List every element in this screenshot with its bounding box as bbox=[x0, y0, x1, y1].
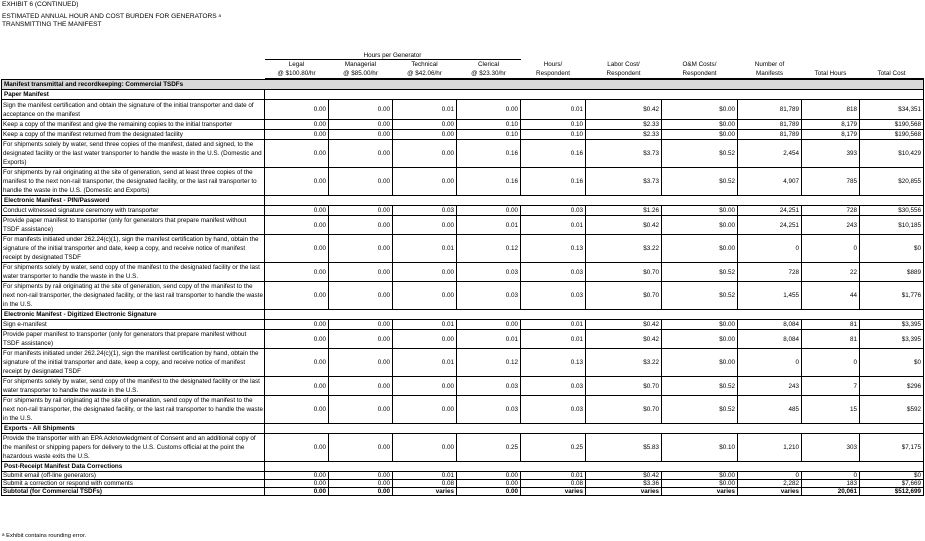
subsection-header-row bbox=[2, 196, 924, 206]
cell-col-10: $20,855 bbox=[860, 168, 924, 196]
row-description: For shipments by rail originating at the site of generation, send copy of the manifest to the next non-rail transporter, the designated facility, or the last rail transporter to handle the waste in the U.S. bbox=[3, 397, 263, 422]
cell-col-9: 8,179 bbox=[802, 120, 860, 130]
cell-col-2: 0.00 bbox=[329, 349, 393, 377]
cell-col-3: 0.00 bbox=[393, 330, 457, 349]
cell-col-7: $0.52 bbox=[662, 168, 738, 196]
cell-col-9: 81 bbox=[802, 330, 860, 349]
cell-col-6: $3.73 bbox=[586, 140, 662, 168]
cell-col-4: 0.00 bbox=[457, 206, 521, 216]
cell-col-6: $0.42 bbox=[586, 330, 662, 349]
cell-col-6: $0.70 bbox=[586, 263, 662, 282]
cell-col-2: 0.00 bbox=[329, 488, 393, 496]
cell-col-10: $889 bbox=[860, 263, 924, 282]
cell-col-10: $0 bbox=[860, 349, 924, 377]
cell-col-3: 0.01 bbox=[393, 100, 457, 120]
cell-col-3: 0.01 bbox=[393, 472, 457, 480]
cell-col-6: varies bbox=[586, 488, 662, 496]
column-header-line2: Total Cost bbox=[877, 70, 906, 77]
cell-col-4: 0.00 bbox=[457, 320, 521, 330]
cell-col-4: 0.03 bbox=[457, 377, 521, 396]
column-header-line2: Respondent bbox=[536, 70, 570, 77]
cell-col-7: $0.00 bbox=[662, 472, 738, 480]
cell-col-8: 4,907 bbox=[738, 168, 802, 196]
cell-col-7: $0.52 bbox=[662, 377, 738, 396]
cell-col-5: 0.16 bbox=[521, 140, 586, 168]
footnote-mark: a bbox=[2, 532, 5, 537]
cell-col-1: 0.00 bbox=[265, 216, 329, 235]
group-header-row bbox=[2, 50, 924, 60]
row-description: For shipments solely by water, send copy of the manifest to the designated facility or the last water transporter to handle the waste in the U.S. bbox=[2, 377, 265, 396]
cell-col-2: 0.00 bbox=[329, 235, 393, 263]
cell-col-8: 0 bbox=[738, 235, 802, 263]
cell-col-7: $0.00 bbox=[662, 320, 738, 330]
cell-col-9: 20,061 bbox=[802, 488, 860, 496]
cell-col-1: 0.00 bbox=[265, 472, 329, 480]
cell-col-5: 0.01 bbox=[521, 472, 586, 480]
cell-col-10: $7,669 bbox=[860, 480, 924, 488]
cell-col-9: 785 bbox=[802, 168, 860, 196]
cell-col-4: 0.00 bbox=[457, 472, 521, 480]
row-description: Keep a copy of the manifest and give the remaining copies to the initial transporter bbox=[2, 120, 265, 130]
cell-col-7: $0.00 bbox=[662, 206, 738, 216]
row-description: Keep a copy of the manifest returned from the designated facility bbox=[2, 130, 265, 140]
cell-col-10: $296 bbox=[860, 377, 924, 396]
cell-col-2: 0.00 bbox=[329, 100, 393, 120]
table-row bbox=[2, 235, 924, 263]
cell-col-1: 0.00 bbox=[265, 282, 329, 310]
subsection-blank bbox=[265, 196, 924, 206]
cell-col-6: $0.70 bbox=[586, 377, 662, 396]
cell-col-3: 0.00 bbox=[393, 377, 457, 396]
cell-col-9: 22 bbox=[802, 263, 860, 282]
cell-col-1: 0.00 bbox=[265, 168, 329, 196]
cell-col-6: $3.36 bbox=[586, 480, 662, 488]
table-row bbox=[2, 216, 924, 235]
cell-col-2: 0.00 bbox=[329, 320, 393, 330]
cell-col-5: 0.10 bbox=[521, 130, 586, 140]
cell-col-6: $0.70 bbox=[586, 282, 662, 310]
cell-col-5: 0.08 bbox=[521, 480, 586, 488]
cell-col-6: $3.22 bbox=[586, 349, 662, 377]
cell-col-10: $190,568 bbox=[860, 130, 924, 140]
cell-col-9: 0 bbox=[802, 235, 860, 263]
subsection-title: Electronic Manifest - PIN/Password bbox=[2, 196, 265, 206]
section-title: Manifest transmittal and recordkeeping: Commercial TSDFs bbox=[2, 79, 924, 90]
cell-col-8: 728 bbox=[738, 263, 802, 282]
cell-col-10: $7,175 bbox=[860, 434, 924, 462]
footnote bbox=[2, 532, 86, 540]
cell-col-3: 0.00 bbox=[393, 140, 457, 168]
cell-col-3: 0.08 bbox=[393, 480, 457, 488]
column-header-7 bbox=[662, 60, 738, 80]
column-header-8 bbox=[738, 60, 802, 80]
cell-col-10: $190,568 bbox=[860, 120, 924, 130]
cell-col-6: $0.42 bbox=[586, 216, 662, 235]
cell-col-6: $0.70 bbox=[586, 396, 662, 424]
cell-col-2: 0.00 bbox=[329, 263, 393, 282]
table-row bbox=[2, 130, 924, 140]
cell-col-3: 0.03 bbox=[393, 206, 457, 216]
cell-col-3: 0.01 bbox=[393, 349, 457, 377]
table-row bbox=[2, 282, 924, 310]
row-description: Subtotal (for Commercial TSDFs) bbox=[2, 488, 265, 496]
row-description: For manifests initiated under 262.24(c)(1), sign the manifest certification by hand, obtain the signature of the initial transporter and date, keep a copy, and receive notice of manifest receipt by designated TSDF bbox=[2, 235, 265, 263]
cell-col-3: 0.01 bbox=[393, 235, 457, 263]
cell-col-4: 0.25 bbox=[457, 434, 521, 462]
cell-col-8: 243 bbox=[738, 377, 802, 396]
cell-col-9: 303 bbox=[802, 434, 860, 462]
title-text: ESTIMATED ANNUAL HOUR AND COST BURDEN FOR GENERATORS bbox=[2, 13, 217, 20]
cell-col-10: $34,351 bbox=[860, 100, 924, 120]
table-row bbox=[2, 330, 924, 349]
cell-col-3: varies bbox=[393, 488, 457, 496]
cell-col-8: 81,789 bbox=[738, 120, 802, 130]
column-header-1 bbox=[265, 60, 329, 80]
cell-col-1: 0.00 bbox=[265, 434, 329, 462]
cell-col-5: 0.01 bbox=[521, 100, 586, 120]
cell-col-8: 0 bbox=[738, 472, 802, 480]
row-description: Provide the transporter with an EPA Acknowledgment of Consent and an additional copy of the manifest or shipping papers for delivery to the U.S. Customs official at the point the hazardous waste exits the U.S. bbox=[2, 434, 265, 462]
table-row bbox=[2, 472, 924, 480]
row-description: Sign e-manifest bbox=[2, 320, 265, 330]
cell-col-10: $512,699 bbox=[860, 488, 924, 496]
column-header-line2: Total Hours bbox=[814, 70, 847, 77]
cell-col-10: $30,556 bbox=[860, 206, 924, 216]
cell-col-6: $3.73 bbox=[586, 168, 662, 196]
cell-col-2: 0.00 bbox=[329, 206, 393, 216]
cell-col-7: $0.00 bbox=[662, 216, 738, 235]
section-header-row bbox=[2, 79, 924, 90]
cell-col-6: $2.33 bbox=[586, 130, 662, 140]
cell-col-5: 0.13 bbox=[521, 235, 586, 263]
cell-col-5: 0.25 bbox=[521, 434, 586, 462]
row-description: Sign the manifest certification and obtain the signature of the initial transporter and date of acceptance on the manifest bbox=[2, 100, 265, 120]
cell-col-9: 7 bbox=[802, 377, 860, 396]
cell-col-4: 0.03 bbox=[457, 396, 521, 424]
subsection-title: Post-Receipt Manifest Data Corrections bbox=[2, 462, 265, 472]
cell-col-4: 0.00 bbox=[457, 480, 521, 488]
column-header-row bbox=[2, 60, 924, 80]
cell-col-1: 0.00 bbox=[265, 330, 329, 349]
cell-col-7: $0.52 bbox=[662, 396, 738, 424]
subtotal-row bbox=[2, 488, 924, 496]
cell-col-2: 0.00 bbox=[329, 216, 393, 235]
cell-col-6: $5.83 bbox=[586, 434, 662, 462]
cell-col-2: 0.00 bbox=[329, 120, 393, 130]
cell-col-2: 0.00 bbox=[329, 472, 393, 480]
cell-col-8: 1,455 bbox=[738, 282, 802, 310]
column-header-line1: Hours/ bbox=[543, 61, 563, 68]
cell-col-1: 0.00 bbox=[265, 235, 329, 263]
table-row bbox=[2, 140, 924, 168]
row-description: Submit a correction or respond with comments bbox=[2, 480, 265, 488]
table-row bbox=[2, 263, 924, 282]
cell-col-1: 0.00 bbox=[265, 396, 329, 424]
cell-col-2: 0.00 bbox=[329, 480, 393, 488]
cell-col-4: 0.10 bbox=[457, 120, 521, 130]
cell-col-6: $0.42 bbox=[586, 472, 662, 480]
cell-col-10: $3,395 bbox=[860, 330, 924, 349]
cell-col-8: 24,251 bbox=[738, 206, 802, 216]
cell-col-4: 0.01 bbox=[457, 330, 521, 349]
table-row bbox=[2, 480, 924, 488]
cell-col-9: 243 bbox=[802, 216, 860, 235]
column-header-line1: Clerical bbox=[478, 61, 499, 68]
cell-col-5: 0.03 bbox=[521, 263, 586, 282]
cell-col-1: 0.00 bbox=[265, 120, 329, 130]
cell-col-5: 0.01 bbox=[521, 320, 586, 330]
cell-col-4: 0.00 bbox=[457, 488, 521, 496]
subsection-header-row bbox=[2, 90, 924, 100]
cell-col-9: 393 bbox=[802, 140, 860, 168]
cell-col-1: 0.00 bbox=[265, 480, 329, 488]
cell-col-7: $0.00 bbox=[662, 235, 738, 263]
cell-col-2: 0.00 bbox=[329, 396, 393, 424]
cell-col-3: 0.00 bbox=[393, 282, 457, 310]
footnote-text: Exhibit contains rounding error. bbox=[6, 533, 87, 539]
table-row bbox=[2, 377, 924, 396]
cell-col-3: 0.00 bbox=[393, 434, 457, 462]
cell-col-10: $0 bbox=[860, 472, 924, 480]
subsection-blank bbox=[265, 424, 924, 434]
title-footnote-mark: a bbox=[218, 13, 222, 18]
cell-col-8: 81,789 bbox=[738, 100, 802, 120]
column-header-4 bbox=[457, 60, 521, 80]
cell-col-6: $2.33 bbox=[586, 120, 662, 130]
column-header-line2: @ $85.00/hr bbox=[343, 70, 378, 77]
row-description: For shipments by rail originating at the site of generation, send copy of the manifest to the next non-rail transporter, the designated facility, or the last rail transporter to handle the waste in the U.S. bbox=[3, 283, 263, 308]
cell-col-4: 0.01 bbox=[457, 216, 521, 235]
cell-col-10: $10,429 bbox=[860, 140, 924, 168]
cell-col-2: 0.00 bbox=[329, 140, 393, 168]
cell-col-8: 81,789 bbox=[738, 130, 802, 140]
cell-col-7: varies bbox=[662, 488, 738, 496]
cell-col-8: 2,282 bbox=[738, 480, 802, 488]
cell-col-5: 0.03 bbox=[521, 377, 586, 396]
cell-col-3: 0.00 bbox=[393, 263, 457, 282]
subsection-header-row bbox=[2, 424, 924, 434]
table-row bbox=[2, 206, 924, 216]
table-row bbox=[2, 320, 924, 330]
cell-col-3: 0.00 bbox=[393, 396, 457, 424]
column-header-10 bbox=[860, 60, 924, 80]
table-row bbox=[2, 434, 924, 462]
burden-table bbox=[1, 50, 924, 496]
cell-col-4: 0.16 bbox=[457, 168, 521, 196]
row-description: For manifests initiated under 262.24(c)(1), sign the manifest certification by hand, obtain the signature of the initial transporter and date, keep a copy, and receive notice of manifest receipt by designated TSDF bbox=[2, 349, 265, 377]
cell-col-9: 44 bbox=[802, 282, 860, 310]
cell-col-9: 8,179 bbox=[802, 130, 860, 140]
cell-col-2: 0.00 bbox=[329, 434, 393, 462]
cell-col-1: 0.00 bbox=[265, 320, 329, 330]
cell-col-4: 0.00 bbox=[457, 100, 521, 120]
cell-col-6: $0.42 bbox=[586, 320, 662, 330]
column-header-9 bbox=[802, 60, 860, 80]
title-line-1 bbox=[2, 13, 221, 21]
cell-col-9: 0 bbox=[802, 472, 860, 480]
row-description: Submit email (off-line generators) bbox=[2, 472, 265, 480]
column-header-line2: @ $42.06/hr bbox=[407, 70, 442, 77]
subsection-blank bbox=[265, 462, 924, 472]
cell-col-1: 0.00 bbox=[265, 488, 329, 496]
subsection-header-row bbox=[2, 462, 924, 472]
row-description: Provide paper manifest to transporter (only for generators that prepare manifest without TSDF assistance) bbox=[2, 330, 265, 349]
cell-col-2: 0.00 bbox=[329, 130, 393, 140]
cell-col-5: 0.03 bbox=[521, 282, 586, 310]
cell-col-9: 0 bbox=[802, 349, 860, 377]
cell-col-2: 0.00 bbox=[329, 330, 393, 349]
cell-col-8: 485 bbox=[738, 396, 802, 424]
cell-col-5: varies bbox=[521, 488, 586, 496]
cell-col-2: 0.00 bbox=[329, 282, 393, 310]
column-header-6 bbox=[586, 60, 662, 80]
cell-col-1: 0.00 bbox=[265, 263, 329, 282]
cell-col-5: 0.03 bbox=[521, 396, 586, 424]
cell-col-3: 0.00 bbox=[393, 216, 457, 235]
title-line-2: TRANSMITTING THE MANIFEST bbox=[2, 21, 102, 28]
table-row bbox=[2, 168, 924, 196]
cell-col-7: $0.00 bbox=[662, 100, 738, 120]
column-header-line1: Labor Cost/ bbox=[607, 61, 640, 68]
cell-col-1: 0.00 bbox=[265, 100, 329, 120]
cell-col-9: 15 bbox=[802, 396, 860, 424]
cell-col-5: 0.10 bbox=[521, 120, 586, 130]
column-header-line2: Respondent bbox=[682, 70, 717, 77]
cell-col-3: 0.00 bbox=[393, 120, 457, 130]
column-header-3 bbox=[393, 60, 457, 80]
cell-col-4: 0.10 bbox=[457, 130, 521, 140]
row-description: For shipments by rail originating at the site of generation, send at least three copies of the manifest to the next non-rail transporter, the designated facility, or the last rail transporter to handle the waste in the U.S. (Domestic and Exports) bbox=[2, 168, 265, 196]
cell-col-9: 818 bbox=[802, 100, 860, 120]
cell-col-1: 0.00 bbox=[265, 377, 329, 396]
cell-col-3: 0.00 bbox=[393, 130, 457, 140]
cell-col-8: 8,084 bbox=[738, 320, 802, 330]
cell-col-7: $0.00 bbox=[662, 349, 738, 377]
cell-col-2: 0.00 bbox=[329, 377, 393, 396]
table-row bbox=[2, 349, 924, 377]
table-row bbox=[2, 120, 924, 130]
cell-col-7: $0.52 bbox=[662, 282, 738, 310]
column-header-5 bbox=[521, 60, 586, 80]
cell-col-7: $0.52 bbox=[662, 263, 738, 282]
cell-col-4: 0.12 bbox=[457, 235, 521, 263]
cell-col-8: 0 bbox=[738, 349, 802, 377]
column-header-line1: Legal bbox=[288, 61, 305, 68]
cell-col-4: 0.16 bbox=[457, 140, 521, 168]
column-header-line1: Number of bbox=[754, 61, 785, 68]
cell-col-5: 0.01 bbox=[521, 216, 586, 235]
cell-col-9: 183 bbox=[802, 480, 860, 488]
cell-col-1: 0.00 bbox=[265, 130, 329, 140]
column-header-line1: Managerial bbox=[344, 61, 377, 68]
cell-col-1: 0.00 bbox=[265, 206, 329, 216]
row-description: For shipments solely by water, send copy of the manifest to the designated facility or the last water transporter to handle the waste in the U.S. bbox=[2, 263, 265, 282]
subsection-header-row bbox=[2, 310, 924, 320]
cell-col-4: 0.03 bbox=[457, 263, 521, 282]
cell-col-2: 0.00 bbox=[329, 168, 393, 196]
subsection-blank bbox=[265, 310, 924, 320]
subsection-title: Paper Manifest bbox=[2, 90, 265, 100]
exhibit-label: EXHIBIT 6 (CONTINUED) bbox=[2, 1, 79, 8]
column-header-line1: Technical bbox=[411, 61, 438, 68]
cell-col-10: $0 bbox=[860, 235, 924, 263]
column-header-line1: O&M Costs/ bbox=[682, 61, 717, 68]
cell-col-5: 0.01 bbox=[521, 330, 586, 349]
cell-col-6: $3.22 bbox=[586, 235, 662, 263]
cell-col-7: $0.00 bbox=[662, 120, 738, 130]
cell-col-7: $0.00 bbox=[662, 330, 738, 349]
cell-col-1: 0.00 bbox=[265, 349, 329, 377]
cell-col-8: 2,454 bbox=[738, 140, 802, 168]
cell-col-6: $1.26 bbox=[586, 206, 662, 216]
row-description: Provide paper manifest to transporter (only for generators that prepare manifest without TSDF assistance) bbox=[2, 216, 265, 235]
cell-col-10: $10,185 bbox=[860, 216, 924, 235]
column-header-2 bbox=[329, 60, 393, 80]
cell-col-8: varies bbox=[738, 488, 802, 496]
table-row bbox=[2, 396, 924, 424]
cell-col-6: $0.42 bbox=[586, 100, 662, 120]
cell-col-7: $0.00 bbox=[662, 130, 738, 140]
subsection-blank bbox=[265, 90, 924, 100]
column-header-line2: Manifests bbox=[756, 70, 783, 77]
table-row bbox=[2, 100, 924, 120]
cell-col-3: 0.01 bbox=[393, 320, 457, 330]
subsection-title: Exports - All Shipments bbox=[2, 424, 265, 434]
cell-col-7: $0.00 bbox=[662, 480, 738, 488]
cell-col-3: 0.00 bbox=[393, 168, 457, 196]
cell-col-10: $592 bbox=[860, 396, 924, 424]
row-description: Conduct witnessed signature ceremony with transporter bbox=[2, 206, 265, 216]
hours-per-generator-header: Hours per Generator bbox=[265, 50, 521, 60]
cell-col-5: 0.16 bbox=[521, 168, 586, 196]
column-header-line2: Respondent bbox=[606, 70, 641, 77]
cell-col-8: 1,210 bbox=[738, 434, 802, 462]
column-header-line2: @ $100.80/hr bbox=[277, 70, 316, 77]
row-description: For shipments solely by water, send three copies of the manifest, dated and signed, to the designated facility or the last water transporter to handle the waste in the U.S. (Domestic and Exports) bbox=[2, 140, 265, 168]
cell-col-1: 0.00 bbox=[265, 140, 329, 168]
column-header-0 bbox=[2, 60, 265, 80]
column-header-line2: @ $23.30/hr bbox=[471, 70, 506, 77]
subsection-title: Electronic Manifest - Digitized Electronic Signature bbox=[2, 310, 265, 320]
cell-col-10: $1,776 bbox=[860, 282, 924, 310]
cell-col-10: $3,395 bbox=[860, 320, 924, 330]
cell-col-7: $0.52 bbox=[662, 140, 738, 168]
cell-col-4: 0.12 bbox=[457, 349, 521, 377]
cell-col-9: 728 bbox=[802, 206, 860, 216]
cell-col-9: 81 bbox=[802, 320, 860, 330]
cell-col-8: 24,251 bbox=[738, 216, 802, 235]
cell-col-7: $0.10 bbox=[662, 434, 738, 462]
cell-col-8: 8,084 bbox=[738, 330, 802, 349]
cell-col-4: 0.03 bbox=[457, 282, 521, 310]
cell-col-5: 0.03 bbox=[521, 206, 586, 216]
cell-col-5: 0.13 bbox=[521, 349, 586, 377]
